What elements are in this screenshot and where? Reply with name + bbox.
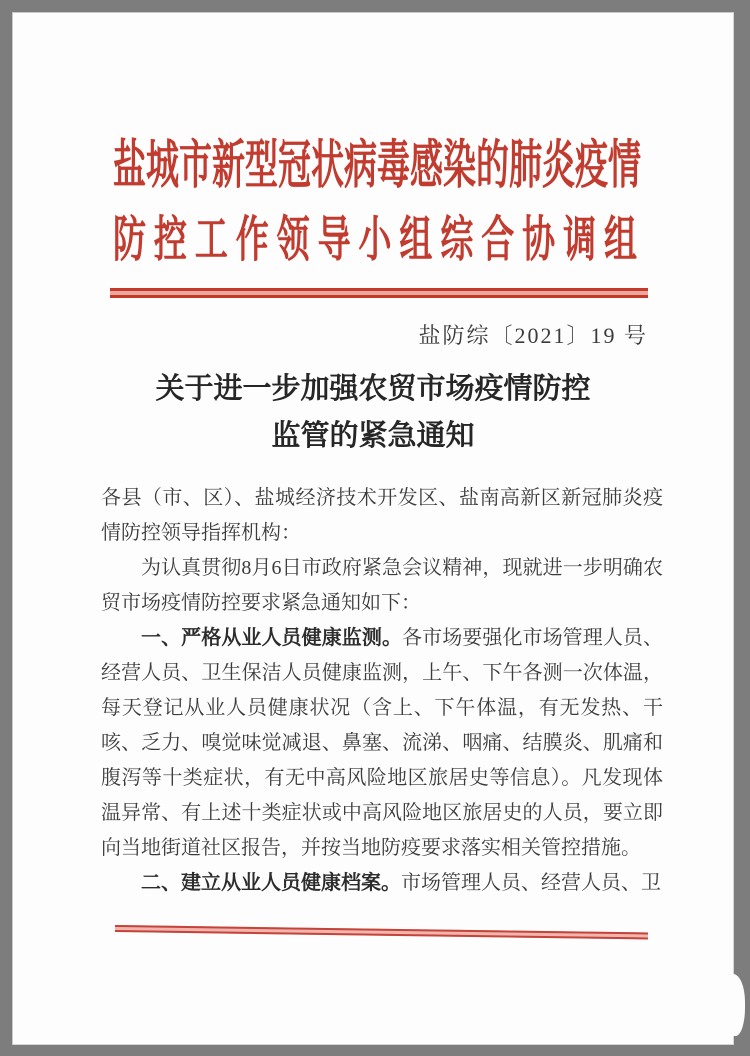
paragraph-section-2-heading: 二、建立从业人员健康档案。 <box>141 872 401 894</box>
notice-title <box>12 366 734 460</box>
paragraph-section-2 <box>101 866 663 901</box>
paragraph-section-1-text: 各市场要强化市场管理人员、经营人员、卫生保洁人员健康监测，上午、下午各测一次体温，每天登记从业人员健康状况（含上、下午体温，有无发热、干咳、乏力、嗅觉味觉减退、鼻塞、流涕、咽痛、结膜炎、肌痛和腹泻等十类症状，有无中高风险地区旅居史等信息）。凡发现体温异常、有上述十类症状或中高风险地区旅居史的人员，要立即向当地街道社区报告，并按当地防疫要求落实相关管控措施。 <box>101 627 664 859</box>
paragraph-section-1-heading: 一、严格从业人员健康监测。 <box>141 627 403 649</box>
notice-title-line-1: 关于进一步加强农贸市场疫情防控 <box>155 373 591 405</box>
document-number: 盐防综〔2021〕19 号 <box>418 323 648 348</box>
header-red-divider <box>110 288 648 298</box>
org-header-line-1: 盐城市新型冠状病毒感染的肺炎疫情 <box>113 138 641 196</box>
salutation: 各县（市、区）、盐城经济技术开发区、盐南高新区新冠肺炎疫情防控领导指挥机构： <box>101 487 663 544</box>
paragraph-opening <box>101 551 663 621</box>
scan-edge-artifact <box>728 974 745 1036</box>
paragraph-opening-text: 为认真贯彻8月6日市政府紧急会议精神，现就进一步明确农贸市场疫情防控要求紧急通知如下： <box>101 557 663 614</box>
notice-body <box>101 481 663 901</box>
org-header-line-2: 防控工作领导小组综合协调组 <box>113 214 637 268</box>
paragraph-section-2-text: 市场管理人员、经营人员、卫 <box>401 872 661 894</box>
notice-title-line-2: 监管的紧急通知 <box>271 420 475 452</box>
paragraph-section-1 <box>101 621 663 866</box>
